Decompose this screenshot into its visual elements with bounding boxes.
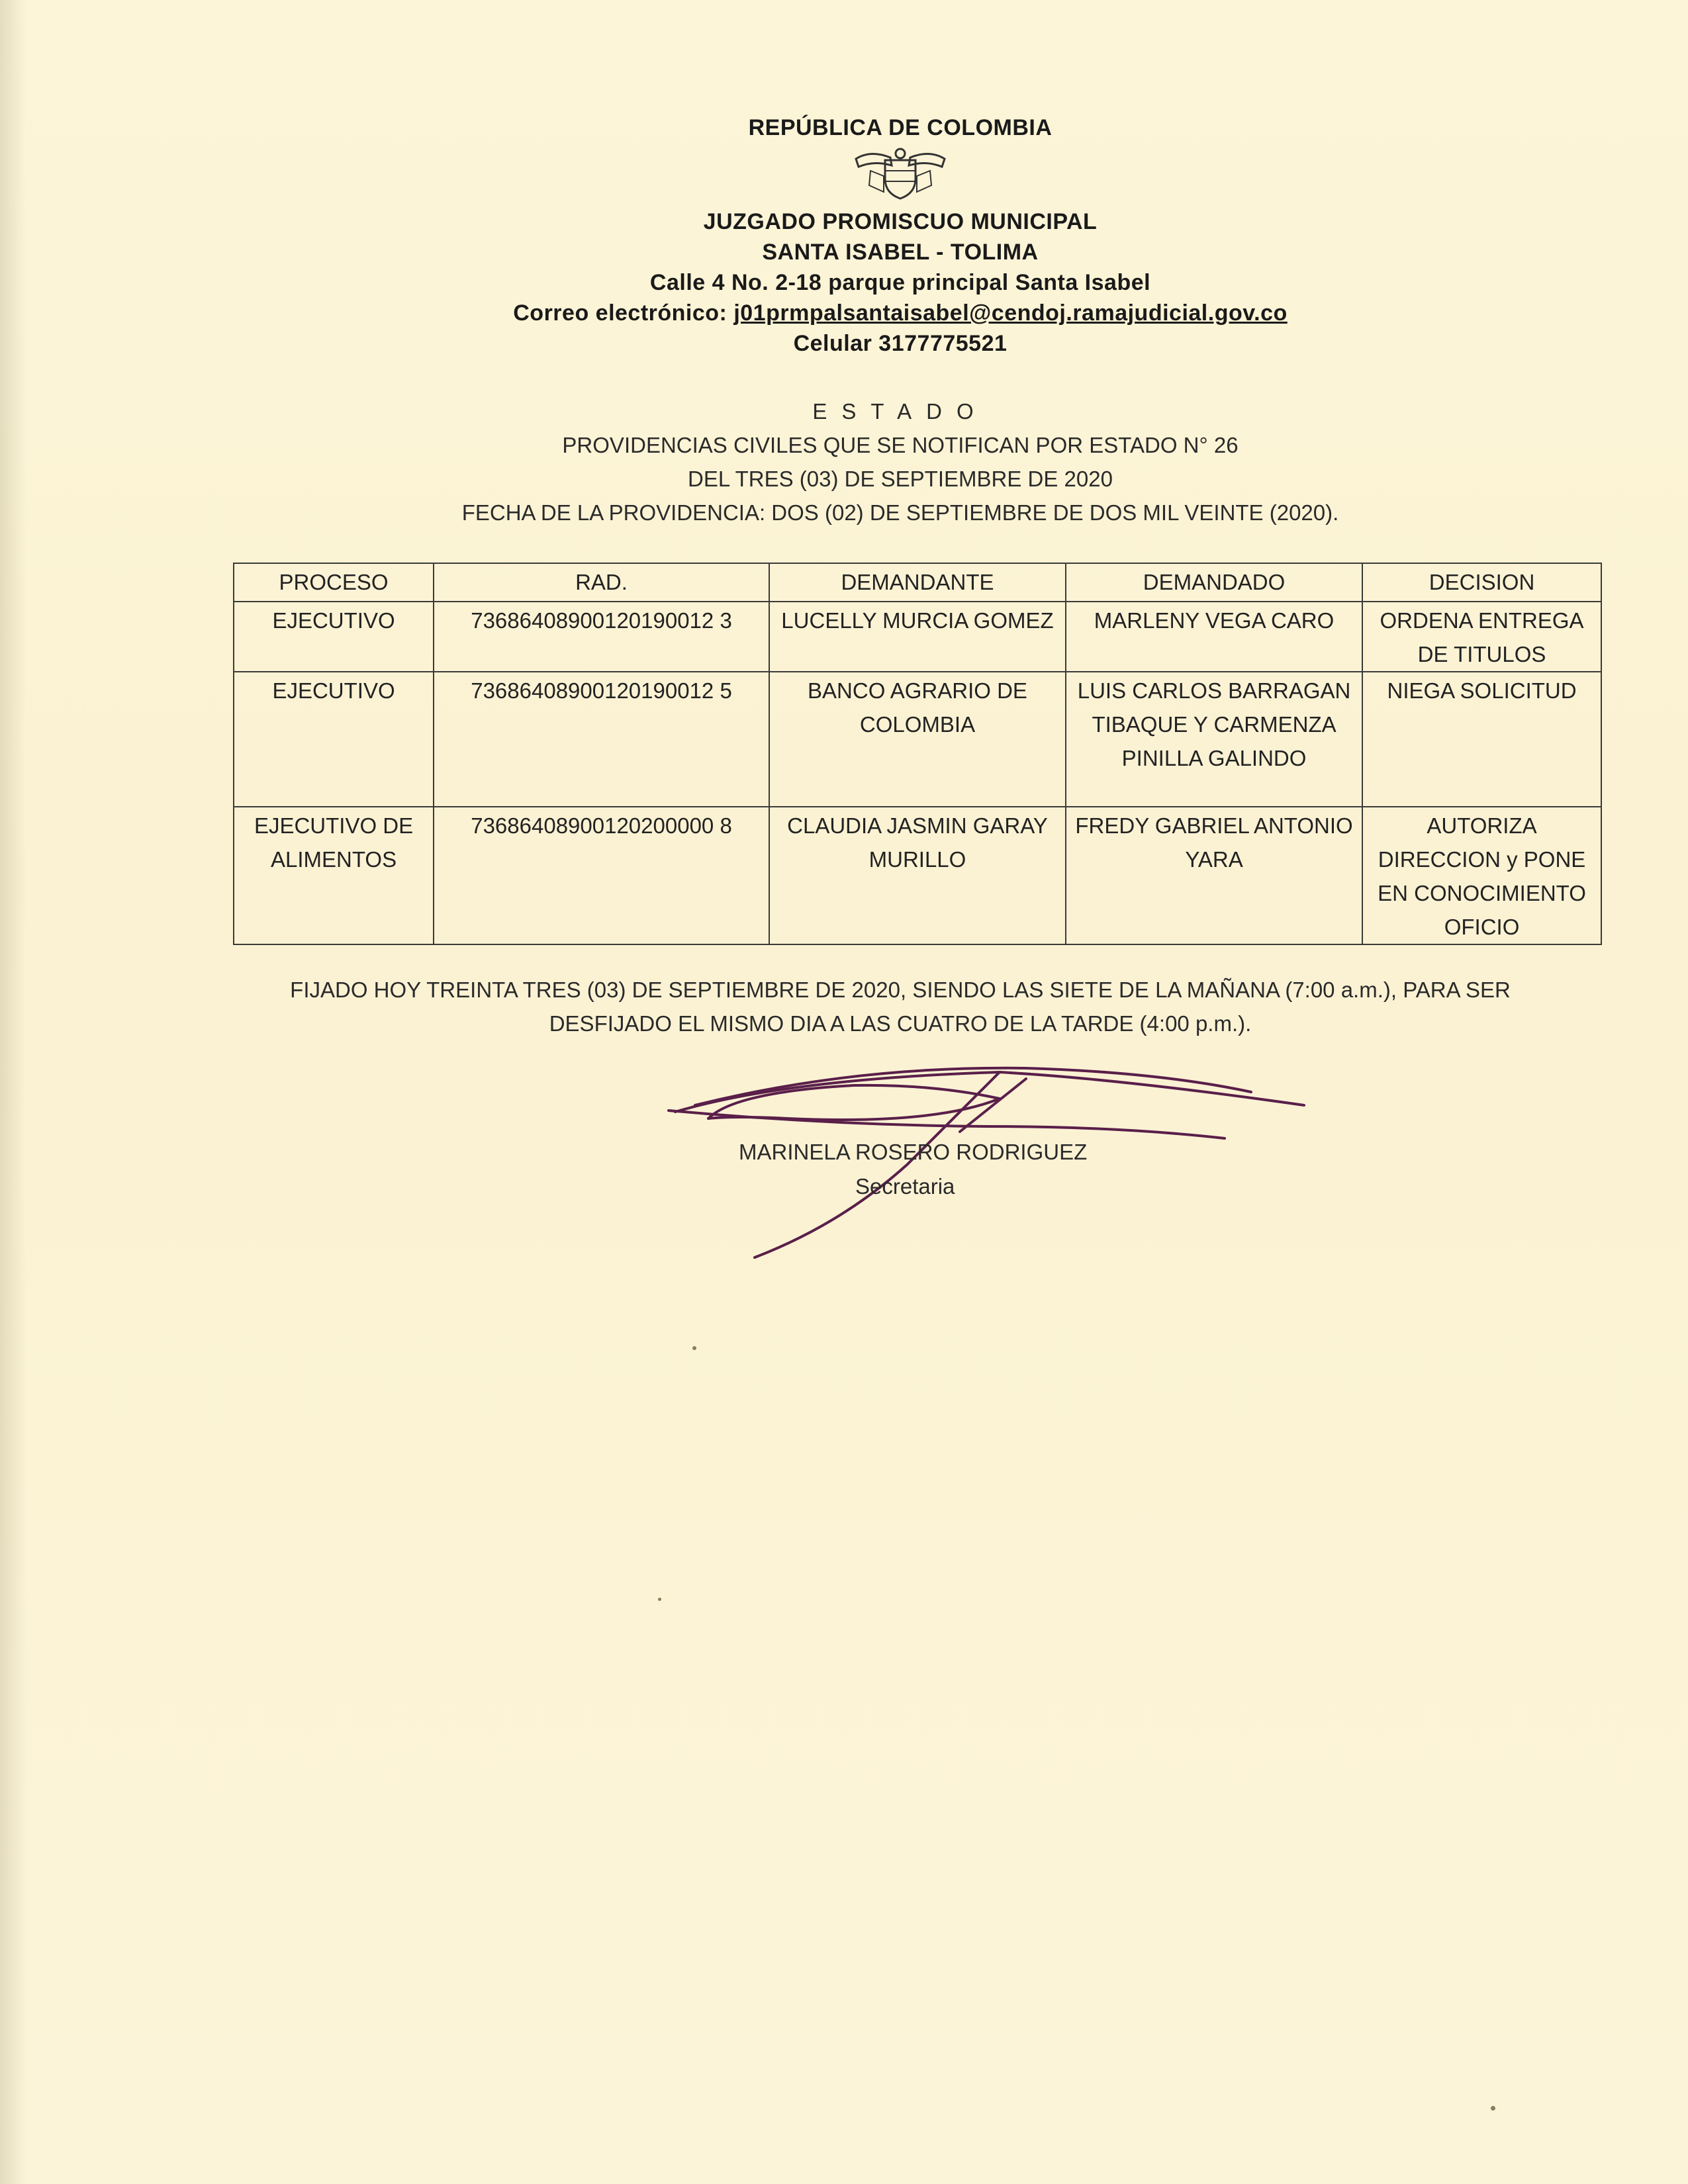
- cell-rad: 73686408900120190012 3: [434, 602, 769, 672]
- court-email-line: [0, 298, 1688, 328]
- column-header-decision: DECISION: [1362, 563, 1601, 602]
- signatory-name: MARINELA ROSERO RODRIGUEZ: [739, 1140, 1088, 1164]
- cell-demandante: LUCELLY MURCIA GOMEZ: [769, 602, 1066, 672]
- cell-decision: ORDENA ENTREGA DE TITULOS: [1362, 602, 1601, 672]
- signatory-role: Secretaria: [855, 1174, 955, 1199]
- cell-demandante: BANCO AGRARIO DE COLOMBIA: [769, 672, 1066, 807]
- cell-demandante: CLAUDIA JASMIN GARAY MURILLO: [769, 807, 1066, 944]
- email-link[interactable]: j01prmpalsantaisabel@cendoj.ramajudicial.gov.co: [733, 300, 1288, 326]
- cell-proceso: EJECUTIVO: [234, 672, 434, 807]
- table-row: [234, 602, 1601, 672]
- scan-speck: [692, 1346, 696, 1350]
- table-header-row: [234, 563, 1601, 602]
- scan-speck: [1491, 2106, 1495, 2111]
- cell-rad: 73686408900120200000 8: [434, 807, 769, 944]
- cell-decision: AUTORIZA DIRECCION y PONE EN CONOCIMIENTO OFICIO: [1362, 807, 1601, 944]
- scan-speck: [658, 1598, 661, 1601]
- cell-demandado: MARLENY VEGA CARO: [1066, 602, 1362, 672]
- cell-decision: NIEGA SOLICITUD: [1362, 672, 1601, 807]
- letterhead: [0, 113, 1688, 359]
- column-header-demandante: DEMANDANTE: [769, 563, 1066, 602]
- fijado-line-2: DESFIJADO EL MISMO DIA A LAS CUATRO DE LA TARDE (4:00 p.m.).: [549, 1011, 1252, 1036]
- cell-proceso: EJECUTIVO DE ALIMENTOS: [234, 807, 434, 944]
- cell-proceso: EJECUTIVO: [234, 602, 434, 672]
- cell-rad: 73686408900120190012 5: [434, 672, 769, 807]
- estado-line-2: DEL TRES (03) DE SEPTIEMBRE DE 2020: [688, 467, 1113, 491]
- fijado-line-1: FIJADO HOY TREINTA TRES (03) DE SEPTIEMBRE DE 2020, SIENDO LAS SIETE DE LA MAÑANA (7:00 a.m.), PARA SER: [290, 978, 1511, 1002]
- cell-demandado: LUIS CARLOS BARRAGAN TIBAQUE Y CARMENZA PINILLA GALINDO: [1066, 672, 1362, 807]
- court-name: JUZGADO PROMISCUO MUNICIPAL: [703, 209, 1098, 234]
- court-phone: Celular 3177775521: [793, 331, 1008, 356]
- colombia-coat-of-arms-icon: [851, 146, 950, 200]
- estado-line-1: PROVIDENCIAS CIVILES QUE SE NOTIFICAN POR ESTADO N° 26: [562, 433, 1239, 457]
- estado-heading: [0, 394, 1688, 529]
- email-label: Correo electrónico:: [513, 300, 734, 326]
- estado-title: ESTADO: [812, 399, 988, 424]
- table-row: [234, 807, 1601, 944]
- estado-line-3: FECHA DE LA PROVIDENCIA: DOS (02) DE SEPTIEMBRE DE DOS MIL VEINTE (2020).: [461, 500, 1339, 525]
- table-row: [234, 672, 1601, 807]
- column-header-proceso: PROCESO: [234, 563, 434, 602]
- court-address: Calle 4 No. 2-18 parque principal Santa Isabel: [649, 270, 1151, 295]
- column-header-rad: RAD.: [434, 563, 769, 602]
- fijado-notice: [0, 973, 1688, 1040]
- court-location: SANTA ISABEL - TOLIMA: [762, 240, 1039, 265]
- country-name: REPÚBLICA DE COLOMBIA: [748, 115, 1053, 140]
- cell-demandado: FREDY GABRIEL ANTONIO YARA: [1066, 807, 1362, 944]
- providencias-table: [233, 563, 1602, 945]
- column-header-demandado: DEMANDADO: [1066, 563, 1362, 602]
